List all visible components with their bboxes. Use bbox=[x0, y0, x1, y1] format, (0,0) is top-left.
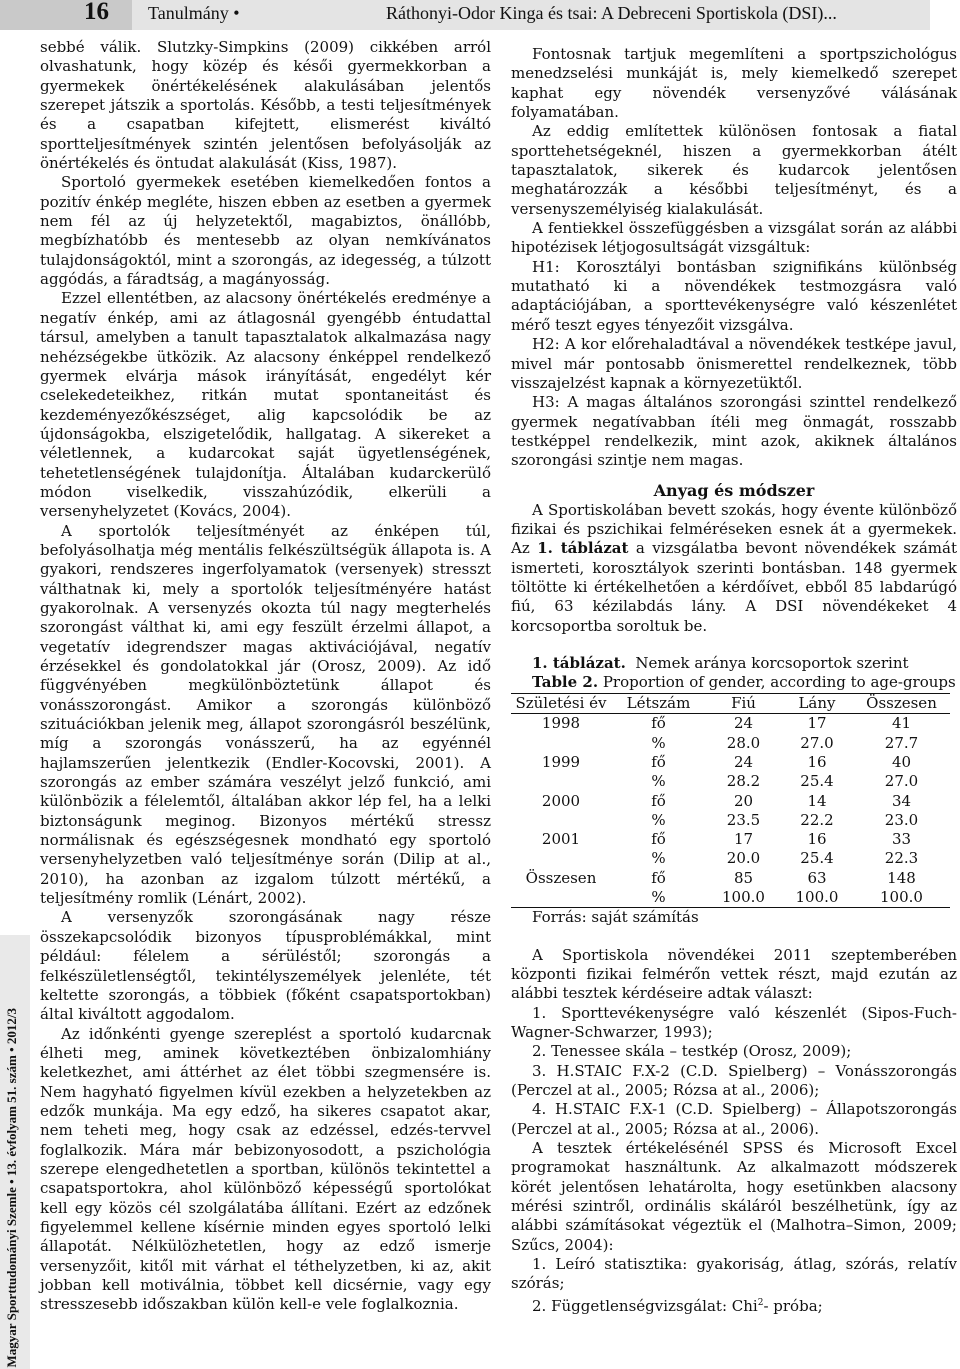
table-source: Forrás: saját számítás bbox=[532, 908, 699, 927]
column-header: Lány bbox=[781, 693, 853, 713]
table-caption-hu-label: 1. táblázat. bbox=[532, 653, 626, 672]
table-row bbox=[511, 830, 950, 849]
journal-sidebar bbox=[0, 935, 30, 1369]
table-caption-en bbox=[511, 673, 957, 692]
table-cell bbox=[511, 849, 611, 868]
method-list-item bbox=[511, 1294, 957, 1316]
table-cell: 25.4 bbox=[800, 849, 834, 868]
table-row bbox=[511, 734, 950, 753]
table-cell: 27.0 bbox=[800, 733, 834, 752]
table-row bbox=[511, 869, 950, 888]
page-header bbox=[0, 0, 960, 30]
table-cell: 16 bbox=[807, 753, 827, 771]
table-row bbox=[511, 849, 950, 868]
column-header: Összesen bbox=[853, 693, 950, 713]
body-paragraph: Fontosnak tartjuk megemlíteni a sportpszichológus menedzselési munkáját is, mely kiemelkedő szerepet kaphat egy növendék versenyzővé válásának folyamatában. bbox=[511, 45, 957, 122]
right-column bbox=[511, 45, 957, 1316]
table-cell: 41 bbox=[891, 714, 912, 733]
superscript: 2 bbox=[757, 1297, 764, 1308]
table-cell: 24 bbox=[733, 753, 754, 771]
table-cell: 100.0 bbox=[706, 888, 781, 908]
table-cell bbox=[511, 734, 611, 753]
table-cell: 28.0 bbox=[726, 733, 761, 752]
table-row bbox=[511, 811, 950, 830]
journal-citation: Magyar Sporttudományi Szemle • 13. évfolyam 51. szám • 2012/3 bbox=[4, 1007, 19, 1367]
body-paragraph: Az eddig említettek különösen fontosak a fiatal sporttehetségeknél, hiszen a gyermekkorban átélt tapasztalatok, sikerek és kudarcok jelentősen meghatározzák a későbbi teljesítményt, és a versenyszemélyiség kialakulását. bbox=[511, 122, 957, 218]
table-cell: fő bbox=[651, 714, 666, 733]
table-cell bbox=[511, 888, 611, 908]
table-cell: 23.5 bbox=[726, 810, 761, 829]
table-cell: 40 bbox=[891, 753, 912, 771]
section-heading: Anyag és módszer bbox=[653, 480, 815, 500]
methods-text-after: a vizsgálatba bevont növendékek számát ismerteti, korosztályok szerinti bontásban. 148 gyermek töltötte ki értékelhetően a kérdőívet, ebből 85 labdarúgó fiú, 63 kézilabdás lány. A DSI növendékeket 4 korcsoportba soroltuk be. bbox=[511, 539, 957, 635]
table-cell: 22.3 bbox=[884, 849, 919, 868]
methods-text-before: A Sportiskolában bevett szokás, hogy évente különböző fizikai és pszichikai felméréseken esnek át a gyermekek. Az bbox=[511, 500, 957, 558]
body-paragraph: A versenyzők szorongásának nagy része összekapcsolódik bizonyos típusproblémákkal, mint például: félelem a sérüléstől; szorongás a felkészületlenségtől, tekintélyszemélyek jelenléte, tét keltette szorongás, a többiek (főként csapatsportokban) által kiváltott aggodalom. bbox=[40, 908, 491, 1024]
body-paragraph: sebbé válik. Slutzky-Simpkins (2009) cikkében arról olvashatunk, hogy közép és késői gyermekkorban a gyermekek önértékelésének alakulásában jelentős szerepet játszik a sportolás. Később, a testi teljesítmények és a csapatban kifejtett, elismerést kiváltó sportteljesítmények szintén jelentősen befolyásolják az önértékelés és öntudat alakulását (Kiss, 1987). bbox=[40, 38, 491, 173]
table-row bbox=[511, 791, 950, 810]
body-paragraph: A sportolók teljesítményét az énképen túl, befolyásolhatja még mentális felkészültségük állapota is. A gyakori, rendszeres ingerfolyamatok (versenyek) stresszt válthatnak ki, mely a sportolók teljesítményére hatást gyakorolnak. A versenyzés okozta túl nagy megterhelés szorongást válthat ki, ami egy feszült érzelmi állapot, a vegetatív idegrendszer magas aktivációjával, negatív érzésekkel és gondolatokkal jár (Orosz, 2009). Az idő függvényében megkülönböztetünk állapot és vonásszorongást. Amikor a szorongás különböző szituációkban jelenik meg, állapot szorongásról beszélünk, míg a szorongás vonásszerű, ha az egyénnél hajlamszerűen jelentkezik (Endler-Kocovski, 2001). A szorongás az ember számára veszélyt jelző funkció, ami különbözik a félelemtől, általában akkor lép fel, ha a lelki biztonságunk meginog. Bizonyos mértékű stressz normálisnak és egészségesnek mondható egy sportoló versenyhelyzetben való teljesítménye során (Dilip at al., 2010), ha azonban az izgalom túlzott mértékű, a teljesítmény romlik (Lénárt, 2002). bbox=[40, 521, 491, 908]
table-cell: 100.0 bbox=[853, 888, 950, 908]
table-reference: 1. táblázat bbox=[537, 539, 629, 558]
table-cell: fő bbox=[651, 791, 666, 810]
methods-paragraph bbox=[511, 501, 957, 636]
table-cell: 34 bbox=[891, 791, 912, 810]
method-item-text-end: - próba; bbox=[763, 1296, 823, 1315]
table-cell: 20.0 bbox=[726, 849, 761, 868]
table-cell: 22.2 bbox=[800, 810, 834, 829]
table-cell: 148 bbox=[887, 868, 916, 887]
table-cell: 24 bbox=[733, 714, 754, 733]
test-list-item: 4. H.STAIC F.X-1 (C.D. Spielberg) – Állapotszorongás (Perczel at al., 2005; Rózsa at al., 2006). bbox=[511, 1100, 957, 1138]
table-cell: % bbox=[651, 810, 666, 829]
hypothesis-3: H3: A magas általános szorongási szinttel rendelkező gyermek negatívabban ítéli meg önmagát, rosszabb testképpel rendelkezik, mint azok, akiknek általános szorongási szintje nem magas. bbox=[511, 393, 957, 470]
table-caption-hu bbox=[511, 654, 957, 673]
column-header: Fiú bbox=[706, 693, 781, 713]
table-cell: % bbox=[651, 733, 666, 752]
table-cell: 14 bbox=[807, 791, 827, 810]
table-cell bbox=[511, 811, 611, 830]
table-cell: 27.0 bbox=[884, 772, 919, 791]
body-paragraph: Ezzel ellentétben, az alacsony önértékelés eredménye a negatív énkép, ami az átlagosnál gyengébb éntudattal társul, amelyben a tanult tapasztalatok alkalmazása nagy nehézségekbe ütközik. Az alacsony énképpel rendelkező gyermek elvárja mások irányítását, engedélyt kér cselekedeteikhez, ritkán mutat spontaneitást és kezdeményezőkészséget, alig kapcsolódik be az újdonságokba, elszigetelődik, hallgatag. A sikereket a véletlennek, a kudarcokat saját ügyetlenségének, tehetetlenségének tulajdonítja. Általában kudarckerülő módon viselkedik, visszahúzódik, elkerüli a versenyhelyzetet (Kovács, 2004). bbox=[40, 289, 491, 521]
table-cell: Összesen bbox=[525, 868, 597, 887]
body-paragraph: Az időnkénti gyenge szereplést a sportoló kudarcnak élheti meg, aminek következtében önbizalomhiány keletkezhet, ami áttérhet az élet többi szegmensére is. Nem hagyható figyelmen kívül ezekben a helyzetekben az edzők munkája. Ma egy edző, ha sikeres csapatot akar, nem teheti meg, hogy csak az edzéssel, edzés-tervvel foglalkozik. Mára már bebizonyosodott, a pszichológia szerepe elengedhetetlen a sportban, különös tekintettel a csapatsportokra, ahol különböző képességű sportolókat kell egy közös cél szolgálatába állítani. Ezért az edzőnek figyelemmel kellene kísérnie minden egyes sportoló lelki állapotát. Nélkülözhetetlen, hogy az edző ismerje versenyzőit, kitől mit várhat el téthelyzetben, ki az, akit jobban kell motiválnia, többet kell dicsérnie, vagy egy stresszesebb időszakban külön kell-e vele foglalkoznia. bbox=[40, 1024, 491, 1314]
method-item-text: 2. Függetlenségvizsgálat: Chi bbox=[532, 1296, 758, 1315]
page-number-box bbox=[0, 0, 132, 30]
hypothesis-1: H1: Korosztályi bontásban szignifikáns különbség mutatható ki a növendékek testmozgásra való adaptációjában, a sporttevékenységre való készenlétet mérő teszt egyes tényezőit vizsgálva. bbox=[511, 257, 957, 334]
table-cell: 2000 bbox=[541, 791, 581, 810]
table-body bbox=[511, 714, 950, 908]
table-cell: fő bbox=[651, 868, 666, 887]
table-cell: 100.0 bbox=[781, 888, 853, 908]
hypothesis-2: H2: A kor előrehaladtával a növendékek testképe javul, mivel már pontosabb önismerettel rendelkeznek, több visszajelzést kapnak a környezetüktől. bbox=[511, 335, 957, 392]
running-title: Ráthonyi-Odor Kinga és tsai: A Debreceni Sportiskola (DSI)... bbox=[386, 3, 837, 23]
table-cell: 33 bbox=[891, 830, 912, 849]
test-list-item: 2. Tenessee skála – testkép (Orosz, 2009); bbox=[532, 1042, 852, 1061]
table-cell: % bbox=[651, 772, 666, 791]
table-cell: fő bbox=[651, 830, 666, 849]
table-row bbox=[511, 753, 950, 772]
left-column bbox=[40, 38, 491, 1315]
table-caption-en-label: Table 2. bbox=[532, 672, 599, 691]
table-cell: 17 bbox=[807, 714, 827, 733]
table-cell: 25.4 bbox=[800, 772, 834, 791]
table-cell: 23.0 bbox=[884, 810, 919, 829]
table-cell: 1998 bbox=[541, 714, 581, 733]
gender-table bbox=[511, 693, 950, 908]
table-cell: % bbox=[651, 849, 666, 868]
table-caption-hu-text: Nemek aránya korcsoportok szerint bbox=[635, 653, 909, 672]
column-header: Születési év bbox=[511, 693, 611, 713]
table-cell: 17 bbox=[733, 830, 754, 849]
table-cell: 20 bbox=[733, 791, 754, 810]
table-cell: fő bbox=[651, 753, 666, 771]
table-row bbox=[511, 714, 950, 734]
table-cell: % bbox=[611, 888, 706, 908]
body-paragraph: Sportoló gyermekek esetében kiemelkedően fontos a pozitív énkép megléte, hiszen ebben az esetben a gyermek nem fél az új helyzetektől, magabiztos, önállóbb, megbízhatóbb és mentesebb az olyan nemkívánatos tulajdonságoktól, mint a szorongás, az idegesség, a túlzott aggódás, a fáradtság, a magányosság. bbox=[40, 173, 491, 289]
section-label: Tanulmány • bbox=[148, 3, 240, 23]
column-header: Létszám bbox=[611, 693, 706, 713]
table-cell: 16 bbox=[807, 830, 827, 849]
table-header-row bbox=[511, 693, 950, 713]
table-caption-en-text: Proportion of gender, according to age-groups bbox=[602, 672, 956, 691]
body-paragraph: A fentiekkel összefüggésben a vizsgálat során az alábbi hipotézisek létjogosultságát vizsgáltuk: bbox=[511, 219, 957, 257]
table-cell: 85 bbox=[733, 868, 754, 887]
page-number: 16 bbox=[84, 0, 109, 25]
table-cell: 63 bbox=[807, 868, 827, 887]
table-cell: 2001 bbox=[541, 830, 581, 849]
body-paragraph: A tesztek értékelésénél SPSS és Microsoft Excel programokat használtunk. Az alkalmazott módszerek körét jelentősen lehatárolta, hogy esetünkben alacsony mérési szintről, ordinális skáláról beszélhetünk, így az alábbi számításokat végeztük el (Malhotra–Simon, 2009; Szűcs, 2004): bbox=[511, 1139, 957, 1254]
table-row bbox=[511, 888, 950, 908]
table-cell: 28.2 bbox=[726, 772, 761, 791]
table-cell: 1999 bbox=[541, 753, 581, 771]
test-list-item: 1. Sporttevékenységre való készenlét (Sipos-Fuch-Wagner-Schwarzer, 1993); bbox=[511, 1003, 957, 1041]
method-list-item: 1. Leíró statisztika: gyakoriság, átlag, szórás, relatív szórás; bbox=[511, 1255, 957, 1293]
table-cell: 27.7 bbox=[884, 733, 919, 752]
test-list-item: 3. H.STAIC F.X-2 (C.D. Spielberg) – Vonásszorongás (Perczel at al., 2005; Rózsa at al., 2006); bbox=[511, 1061, 957, 1099]
table-cell bbox=[511, 772, 611, 791]
table-row bbox=[511, 772, 950, 791]
body-paragraph: A Sportiskola növendékei 2011 szeptemberében központi fizikai felmérőn vettek részt, majd ezután az alábbi tesztek kérdéseire adtak választ: bbox=[511, 945, 957, 1003]
